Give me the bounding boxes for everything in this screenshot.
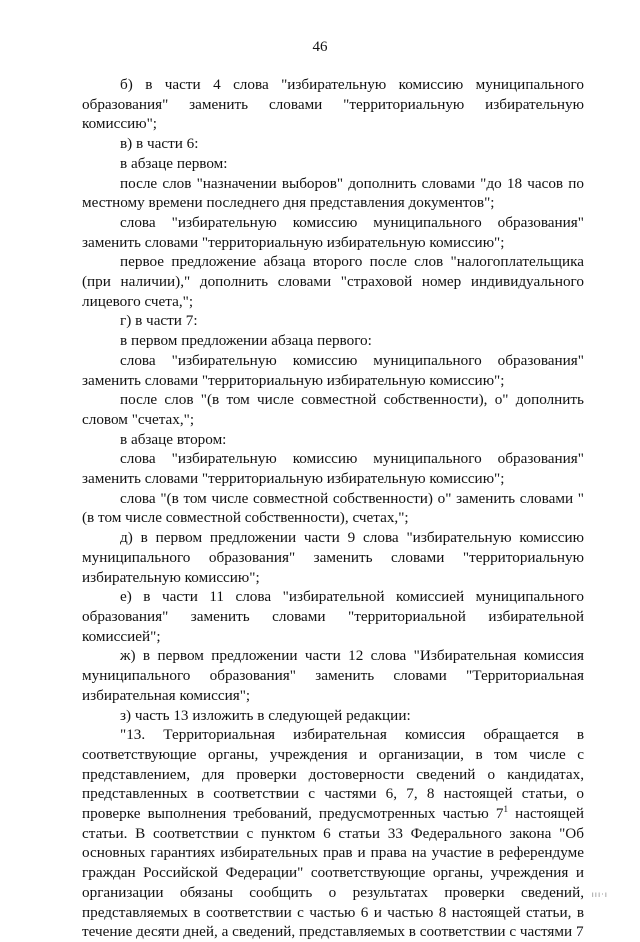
paragraph-b: б) в части 4 слова "избирательную комиссию муниципального образования" заменить словами "территориальную избирательную комиссию"; — [82, 76, 584, 133]
paragraph-v: в) в части 6: — [120, 135, 199, 153]
paragraph-z: з) часть 13 изложить в следующей редакции: — [120, 706, 411, 724]
paragraph-e: е) в части 11 слова "избирательной комиссией муниципального образования" заменить словами "территориальной избирательной комиссией"; — [82, 588, 584, 645]
paragraph-g: г) в части 7: — [120, 312, 198, 330]
paragraph-g-first-sentence: в первом предложении абзаца первого: — [120, 332, 372, 350]
paragraph-zh: ж) в первом предложении части 12 слова "Избирательная комиссия муниципального образования" заменить словами "Территориальная избирательная комиссия"; — [82, 647, 584, 704]
paragraph-part-13 — [82, 725, 584, 942]
page-number: 46 — [312, 39, 328, 55]
superscript-1: 1 — [503, 804, 508, 815]
paragraph-v-words: слова "избирательную комиссию муниципального образования" заменить словами "территориальную избирательную комиссию"; — [82, 213, 584, 251]
paragraph-g-abzac-2-words: слова "избирательную комиссию муниципального образования" заменить словами "территориальную избирательную комиссию"; — [82, 450, 584, 488]
part-13-text-end: настоящей статьи. В соответствии с пунктом 6 статьи 33 Федерального закона "Об основных гарантиях избирательных прав и права на участие в референдуме граждан Российской Федерации" соответствующие органы, учреждения и организации обязаны сообщить о результатах проверки сведений, представляемых в соответствии с частью 6 и частью 8 настоящей статьи, в течение десяти дней, а сведений, представляемых в соответствии с частями 7 — [82, 805, 585, 941]
scan-mark: ııı·ı — [591, 890, 608, 899]
paragraph-d: д) в первом предложении части 9 слова "избирательную комиссию муниципального образования" заменить словами "территориальную избирательную комиссию"; — [82, 529, 584, 586]
paragraph-v-abzac-1: в абзаце первом: — [120, 154, 228, 172]
paragraph-g-abzac-2: в абзаце втором: — [120, 430, 227, 448]
paragraph-g-words: слова "избирательную комиссию муниципального образования" заменить словами "территориальную избирательную комиссию"; — [82, 351, 584, 389]
paragraph-v-first-sentence: первое предложение абзаца второго после слов "налогоплательщика (при наличии)," дополнить словами "страховой номер индивидуального лицевого счета,"; — [82, 253, 584, 310]
part-13-text-start: "13. Территориальная избирательная комиссия обращается в соответствующие органы, учреждения и организации, в том числе с представлением, для проверки достоверности сведений о кандидатах, представленных в соответствии с частями 6, 7, 8 настоящей статьи, о проверке выполнения требований, предусмотренных частью 7 — [82, 726, 584, 823]
document-body — [82, 75, 584, 942]
paragraph-g-after-words: после слов "(в том числе совместной собственности), о" дополнить словом "счетах,"; — [82, 391, 584, 428]
paragraph-g-abzac-2-replace: слова "(в том числе совместной собственности) о" заменить словами "(в том числе совместной собственности), счетах,"; — [82, 489, 584, 527]
paragraph-v-after-words: после слов "назначении выборов" дополнить словами "до 18 часов по местному времени последнего дня представления документов"; — [82, 174, 584, 212]
